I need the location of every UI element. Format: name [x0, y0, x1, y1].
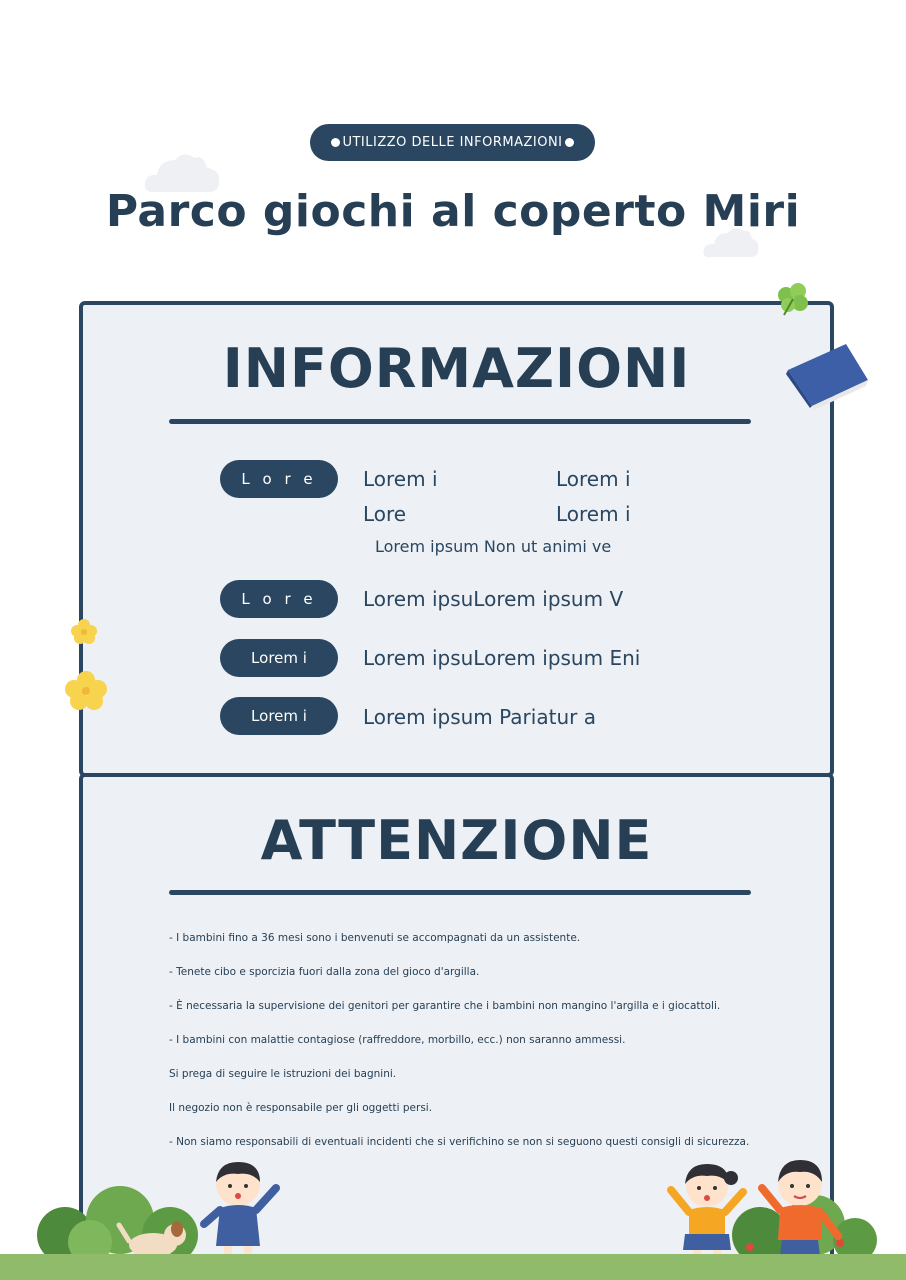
- divider: [169, 890, 751, 895]
- child-illustration: [756, 1156, 846, 1266]
- section-pill-label: UTILIZZO DELLE INFORMAZIONI: [342, 135, 563, 150]
- dot-icon: [331, 138, 340, 147]
- attention-line: Si prega di seguire le istruzioni dei bagnini.: [169, 1068, 397, 1080]
- dot-icon: [565, 138, 574, 147]
- info-value: Lorem i: [556, 502, 631, 526]
- child-illustration: [198, 1158, 283, 1266]
- info-panel: [79, 301, 834, 777]
- divider: [169, 419, 751, 424]
- leaf-icon: [774, 281, 812, 317]
- info-label-pill: L o r e: [220, 580, 338, 618]
- info-note: Lorem ipsum Non ut animi ve: [375, 537, 612, 556]
- grass-strip: [0, 1254, 906, 1280]
- book-icon: [784, 340, 870, 410]
- info-value: Lorem ipsum Pariatur a: [363, 705, 596, 729]
- info-label-pill: L o r e: [220, 460, 338, 498]
- section-pill: [310, 124, 595, 161]
- attention-line: - È necessaria la supervisione dei genitori per garantire che i bambini non mangino l'argilla e i giocattoli.: [169, 1000, 721, 1012]
- info-label-pill: Lorem i: [220, 697, 338, 735]
- info-label-pill: Lorem i: [220, 639, 338, 677]
- child-illustration: [665, 1158, 750, 1266]
- info-value: Lorem i: [556, 467, 631, 491]
- page-title: Parco giochi al coperto Miri: [105, 186, 801, 237]
- info-value: Lorem ipsuLorem ipsum V: [363, 587, 624, 611]
- flower-icon: [64, 670, 108, 712]
- info-value: Lore: [363, 502, 407, 526]
- flower-icon: [70, 618, 98, 644]
- info-value: Lorem ipsuLorem ipsum Eni: [363, 646, 641, 670]
- info-value: Lorem i: [363, 467, 438, 491]
- info-title: INFORMAZIONI: [222, 337, 691, 400]
- attention-line: Il negozio non è responsabile per gli oggetti persi.: [169, 1102, 433, 1114]
- attention-line: - I bambini con malattie contagiose (raffreddore, morbillo, ecc.) non saranno ammessi.: [169, 1034, 626, 1046]
- attention-line: - Non siamo responsabili di eventuali incidenti che si verifichino se non si seguono questi consigli di sicurezza.: [169, 1136, 750, 1148]
- attention-line: - I bambini fino a 36 mesi sono i benvenuti se accompagnati da un assistente.: [169, 932, 581, 944]
- attention-title: ATTENZIONE: [260, 809, 653, 872]
- attention-line: - Tenete cibo e sporcizia fuori dalla zona del gioco d'argilla.: [169, 966, 480, 978]
